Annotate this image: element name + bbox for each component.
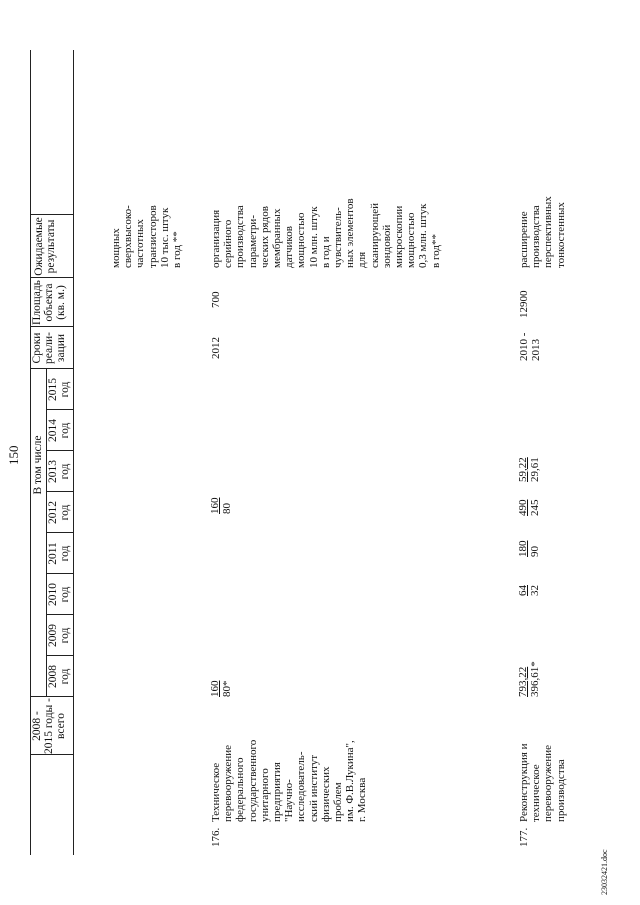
row-name: Техническое перевооружение федерального государственного унитарного предприятия "Научно- исследователь- ский институт физических проблем им. Ф.В.Лукина", г. Москва — [210, 739, 369, 822]
header-area: Площадь объекта (кв. м.) — [31, 280, 67, 325]
header-year-2010: 2010 год — [47, 583, 71, 606]
header-year-2009: 2009 год — [47, 624, 71, 647]
footer-doc-code: 23032421.doc — [600, 849, 609, 895]
row-terms: 2010 - 2013 — [518, 332, 543, 361]
row-value-2011: 180 90 — [517, 540, 541, 557]
header-results: Ожидаемые результаты — [33, 217, 57, 276]
row-value-2013: 59,22 29,61 — [517, 457, 541, 482]
row-results: расширение производства перспективных тонкостенных — [518, 196, 567, 268]
header-bottom-rule — [73, 50, 74, 855]
row-value-2010: 64 32 — [517, 585, 541, 596]
header-year-2014: 2014 год — [47, 419, 71, 442]
row-area: 12900 — [518, 290, 530, 318]
row-value-2012: 490 245 — [517, 499, 541, 516]
header-year-2013: 2013 год — [47, 460, 71, 483]
row-index: 176. — [210, 827, 222, 847]
header-total: 2008 - 2015 годы - всего — [31, 698, 67, 755]
row-name: Реконструкция и техническое перевооружение производства — [518, 743, 567, 822]
header-year-2015: 2015 год — [47, 378, 71, 401]
row-index: 177. — [518, 827, 530, 847]
header-terms: Сроки реали- зации — [31, 332, 67, 364]
row-area: 700 — [210, 291, 222, 308]
page-number: 150 — [6, 445, 21, 465]
row-value-2012: 160 80 — [209, 497, 233, 514]
header-in-that-number: В том числе — [32, 435, 44, 495]
header-year-2008: 2008 год — [47, 665, 71, 688]
row-results: организация серийного производства параметри- ческих рядов мембранных датчиков мощностью 10 млн. штук в год и чувствитель- ных элементов для сканирующей зондовой микроскопии мощностью 0,3 млн. штук в год** — [210, 198, 442, 268]
row-total: 793,22 396,61* — [517, 661, 541, 697]
header-year-2012: 2012 год — [47, 501, 71, 524]
row-total: 160 80* — [209, 680, 233, 697]
continuation-results: мощных сверхвысоко- частотных транзисторов 10 тыс. штук в год ** — [110, 205, 184, 268]
header-year-2011: 2011 год — [47, 542, 71, 565]
row-terms: 2012 — [210, 337, 222, 359]
